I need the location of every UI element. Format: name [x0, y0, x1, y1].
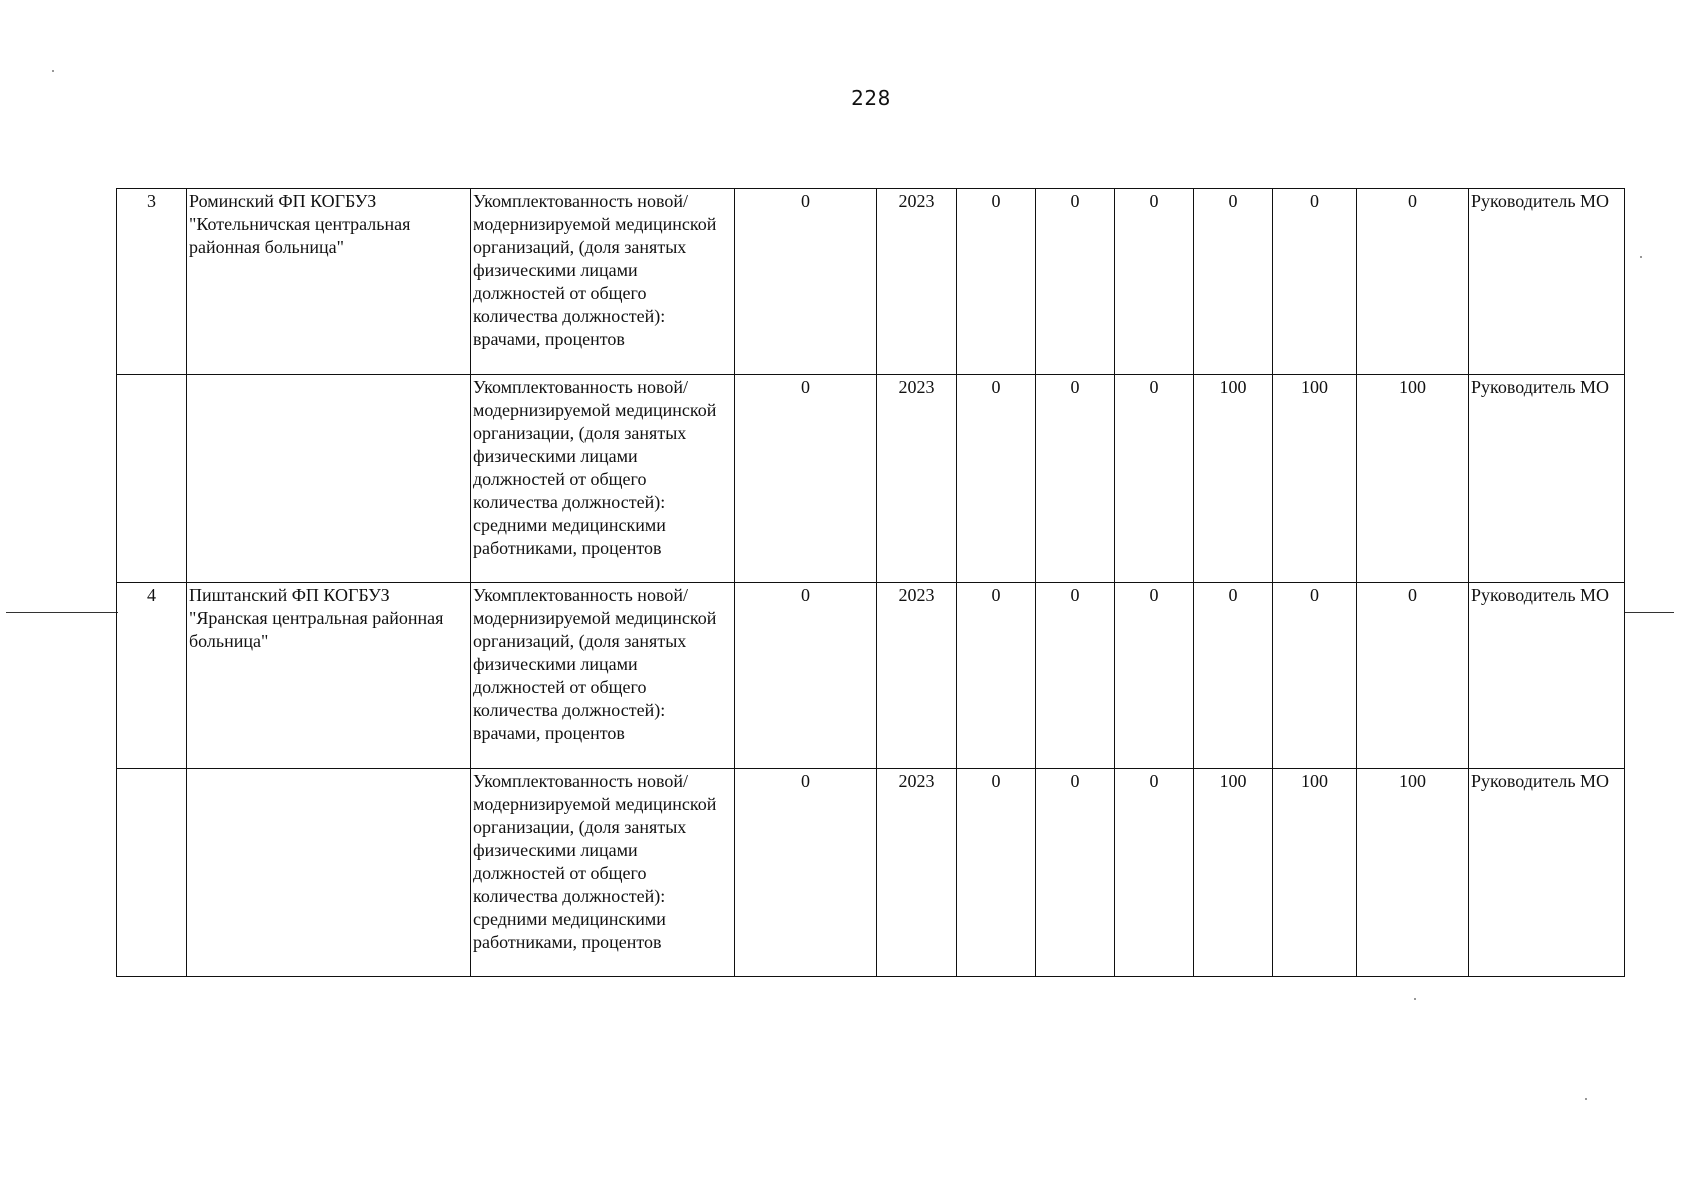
year-cell: 2023	[877, 769, 957, 977]
value-cell: 0	[1194, 189, 1273, 375]
year-cell: 2023	[877, 375, 957, 583]
value-cell: 0	[957, 189, 1036, 375]
value-cell: 100	[1273, 769, 1357, 977]
value-cell: 0	[1357, 189, 1469, 375]
value-cell: 100	[1357, 375, 1469, 583]
table-row	[117, 189, 1625, 375]
page-number: 228	[851, 86, 891, 110]
organization-cell	[187, 375, 471, 583]
scan-line-left	[6, 612, 118, 613]
scan-speck	[1585, 1098, 1587, 1100]
responsible-cell: Руководитель МО	[1469, 583, 1625, 769]
table-row	[117, 583, 1625, 769]
scan-speck	[1640, 256, 1642, 258]
responsible-cell: Руководитель МО	[1469, 375, 1625, 583]
year-cell: 2023	[877, 189, 957, 375]
row-number	[117, 769, 187, 977]
row-number: 3	[117, 189, 187, 375]
value-cell: 100	[1357, 769, 1469, 977]
value-cell: 0	[1036, 375, 1115, 583]
base-value-cell: 0	[735, 769, 877, 977]
indicator-cell: Укомплектованность новой/модернизируемой медицинской организации, (доля занятых физическими лицами должностей от общего количества должностей): средними медицинскими работниками, процентов	[471, 769, 735, 977]
organization-cell: Пиштанский ФП КОГБУЗ "Яранская центральная районная больница"	[187, 583, 471, 769]
indicator-cell: Укомплектованность новой/модернизируемой медицинской организаций, (доля занятых физическими лицами должностей от общего количества должностей): врачами, процентов	[471, 583, 735, 769]
value-cell: 0	[957, 769, 1036, 977]
value-cell: 0	[957, 375, 1036, 583]
base-value-cell: 0	[735, 375, 877, 583]
value-cell: 0	[1036, 189, 1115, 375]
value-cell: 0	[1357, 583, 1469, 769]
responsible-cell: Руководитель МО	[1469, 189, 1625, 375]
value-cell: 0	[1194, 583, 1273, 769]
row-number	[117, 375, 187, 583]
value-cell: 0	[1036, 769, 1115, 977]
value-cell: 0	[1115, 583, 1194, 769]
base-value-cell: 0	[735, 189, 877, 375]
value-cell: 0	[1273, 583, 1357, 769]
table-row	[117, 375, 1625, 583]
scan-speck	[52, 70, 54, 72]
base-value-cell: 0	[735, 583, 877, 769]
value-cell: 100	[1273, 375, 1357, 583]
value-cell: 100	[1194, 769, 1273, 977]
scan-line-right	[1624, 612, 1674, 613]
value-cell: 0	[1115, 189, 1194, 375]
table-row	[117, 769, 1625, 977]
organization-cell: Роминский ФП КОГБУЗ "Котельничская центральная районная больница"	[187, 189, 471, 375]
organization-cell	[187, 769, 471, 977]
value-cell: 0	[1115, 769, 1194, 977]
indicator-cell: Укомплектованность новой/модернизируемой медицинской организации, (доля занятых физическими лицами должностей от общего количества должностей): средними медицинскими работниками, процентов	[471, 375, 735, 583]
value-cell: 0	[1115, 375, 1194, 583]
year-cell: 2023	[877, 583, 957, 769]
scan-speck	[1414, 998, 1416, 1000]
indicators-table	[116, 188, 1625, 977]
value-cell: 0	[957, 583, 1036, 769]
value-cell: 0	[1273, 189, 1357, 375]
row-number: 4	[117, 583, 187, 769]
indicator-cell: Укомплектованность новой/модернизируемой медицинской организаций, (доля занятых физическими лицами должностей от общего количества должностей): врачами, процентов	[471, 189, 735, 375]
value-cell: 100	[1194, 375, 1273, 583]
value-cell: 0	[1036, 583, 1115, 769]
responsible-cell: Руководитель МО	[1469, 769, 1625, 977]
